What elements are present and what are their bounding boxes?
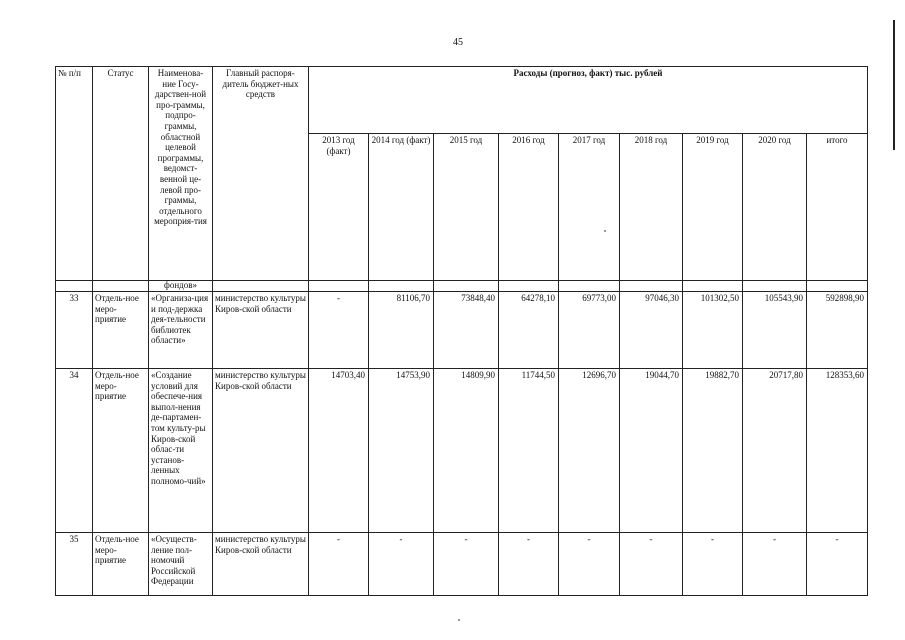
row-value: - (743, 533, 807, 596)
header-continuation-row (56, 281, 868, 292)
row-value: 73848,40 (434, 292, 499, 369)
expenses-table (55, 66, 868, 596)
row-name: «Организа-ция и под-держка дея-тельности библиотек области» (149, 292, 213, 369)
row-status: Отдель-ное меро-приятие (93, 369, 149, 533)
row-value: - (683, 533, 743, 596)
table-row (56, 533, 868, 596)
header-name: Наименова-ние Госу-дарствен-ной про-граммы, подпро-граммы, областной целевой программы, ведомст-венной це-левой про-граммы, отдельного мероприя-тия (149, 67, 213, 281)
row-num: 33 (56, 292, 93, 369)
row-value: 14809,90 (434, 369, 499, 533)
header-year: 2018 год (620, 134, 683, 281)
row-status: Отдель-ное меро-приятие (93, 292, 149, 369)
row-value: 69773,00 (559, 292, 620, 369)
row-value: 11744,50 (499, 369, 559, 533)
row-value: 14703,40 (309, 369, 369, 533)
header-year: 2015 год (434, 134, 499, 281)
row-value: 101302,50 (683, 292, 743, 369)
row-value: 105543,90 (743, 292, 807, 369)
row-value: - (309, 533, 369, 596)
row-value: - (434, 533, 499, 596)
row-num: 35 (56, 533, 93, 596)
row-owner: министерство культуры Киров-ской области (213, 533, 309, 596)
row-total: 128353,60 (807, 369, 868, 533)
header-year: 2017 год (559, 134, 620, 281)
row-total: - (807, 533, 868, 596)
scan-edge-mark (893, 20, 895, 150)
row-value: 64278,10 (499, 292, 559, 369)
row-num: 34 (56, 369, 93, 533)
row-value: - (620, 533, 683, 596)
header-name-continued: фондов» (149, 281, 213, 292)
header-expenses: Расходы (прогноз, факт) тыс. рублей (309, 67, 868, 134)
header-year: 2014 год (факт) (369, 134, 434, 281)
row-value: 81106,70 (369, 292, 434, 369)
row-value: - (309, 292, 369, 369)
row-value: 12696,70 (559, 369, 620, 533)
table-row (56, 369, 868, 533)
header-year: 2016 год (499, 134, 559, 281)
scan-speck (458, 619, 460, 621)
row-value: 97046,30 (620, 292, 683, 369)
row-value: 20717,80 (743, 369, 807, 533)
row-total: 592898,90 (807, 292, 868, 369)
header-total: итого (807, 134, 868, 281)
header-owner: Главный распоря-дитель бюджет-ных средств (213, 67, 309, 281)
row-value: 19044,70 (620, 369, 683, 533)
header-num: № п/п (56, 67, 93, 281)
table-header-row (56, 67, 868, 134)
row-name: «Осуществ-ление пол-номочий Российской Федерации (149, 533, 213, 596)
row-value: 19882,70 (683, 369, 743, 533)
row-value: - (499, 533, 559, 596)
table-row (56, 292, 868, 369)
row-owner: министерство культуры Киров-ской области (213, 369, 309, 533)
row-value: - (369, 533, 434, 596)
row-name: «Создание условий для обеспече-ния выпол-нения де-партамен-том культу-ры Киров-ской облас-ти установ-ленных полномо-чий» (149, 369, 213, 533)
row-value: 14753,90 (369, 369, 434, 533)
header-status: Статус (93, 67, 149, 281)
row-owner: министерство культуры Киров-ской области (213, 292, 309, 369)
header-year: 2019 год (683, 134, 743, 281)
row-value: - (559, 533, 620, 596)
header-year: 2013 год (факт) (309, 134, 369, 281)
header-year: 2020 год (743, 134, 807, 281)
page-number: 45 (453, 37, 463, 48)
row-status: Отдель-ное меро-приятие (93, 533, 149, 596)
